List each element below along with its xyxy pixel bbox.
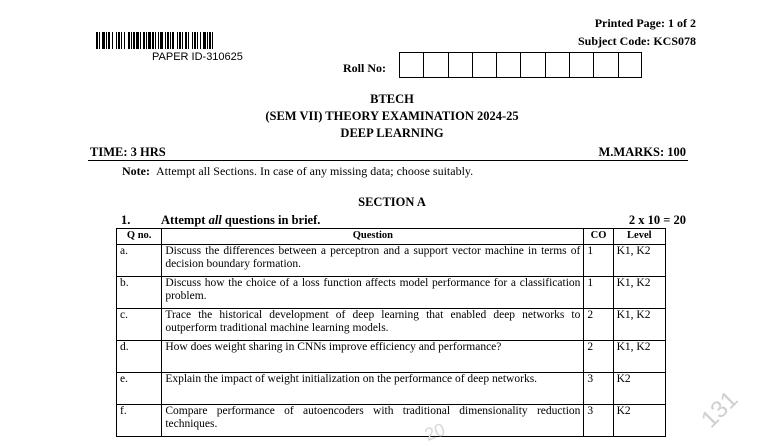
barcode-bar bbox=[170, 32, 171, 49]
question-instruction: Attempt all questions in brief. bbox=[161, 213, 321, 227]
barcode-bar bbox=[203, 32, 206, 49]
barcode-bar bbox=[121, 32, 122, 49]
questions-table bbox=[116, 228, 666, 437]
col-question-header: Question bbox=[162, 229, 584, 245]
question-text-cell: Discuss the differences between a perceptron and a support vector machine in terms of decision boundary formation. bbox=[162, 245, 584, 277]
question-number: 1. bbox=[121, 213, 131, 227]
question-number-cell: a. bbox=[117, 245, 162, 277]
level-cell: K2 bbox=[613, 405, 665, 437]
barcode-bar bbox=[158, 32, 159, 49]
barcode-bar bbox=[108, 32, 110, 49]
roll-no-box[interactable] bbox=[569, 52, 593, 78]
roll-no-box[interactable] bbox=[520, 52, 544, 78]
barcode-bar bbox=[167, 32, 169, 49]
subject-code: Subject Code: KCS078 bbox=[577, 34, 696, 48]
level-cell: K1, K2 bbox=[613, 245, 665, 277]
roll-no-box[interactable] bbox=[472, 52, 496, 78]
barcode-bar bbox=[106, 32, 107, 49]
question-text-cell: Explain the impact of weight initialization on the performance of deep networks. bbox=[162, 373, 584, 405]
co-cell: 1 bbox=[584, 277, 613, 309]
barcode-bar bbox=[200, 32, 201, 49]
barcode-bar bbox=[192, 32, 193, 49]
question-number-cell: f. bbox=[117, 405, 162, 437]
barcode-bar bbox=[116, 32, 117, 49]
barcode-bar bbox=[182, 32, 183, 49]
roll-no-box[interactable] bbox=[423, 52, 447, 78]
exam-title: (SEM VII) THEORY EXAMINATION 2024-25 bbox=[265, 109, 519, 123]
co-cell: 3 bbox=[584, 373, 613, 405]
subject-name: DEEP LEARNING bbox=[340, 126, 444, 140]
level-cell: K1, K2 bbox=[613, 277, 665, 309]
level-cell: K1, K2 bbox=[613, 341, 665, 373]
question-number-cell: b. bbox=[117, 277, 162, 309]
watermark: 131 bbox=[695, 385, 744, 434]
table-row bbox=[117, 277, 666, 309]
level-cell: K1, K2 bbox=[613, 309, 665, 341]
roll-no-box[interactable] bbox=[496, 52, 520, 78]
table-header-row bbox=[117, 229, 666, 245]
roll-no-box[interactable] bbox=[545, 52, 569, 78]
barcode-bar bbox=[133, 32, 135, 49]
question-number-cell: d. bbox=[117, 341, 162, 373]
watermark-fragment: 20 bbox=[422, 419, 448, 445]
barcode-bar bbox=[136, 32, 139, 49]
barcode-bar bbox=[152, 32, 154, 49]
question-marks: 2 x 10 = 20 bbox=[628, 213, 686, 227]
question-text-cell: Discuss how the choice of a loss function affects model performance for a classification problem. bbox=[162, 277, 584, 309]
barcode-bar bbox=[177, 32, 178, 49]
max-marks: M.MARKS: 100 bbox=[598, 145, 686, 159]
roll-no-box[interactable] bbox=[399, 52, 423, 78]
table-row bbox=[117, 373, 666, 405]
co-cell: 3 bbox=[584, 405, 613, 437]
barcode-bar bbox=[207, 32, 208, 49]
barcode-bar bbox=[143, 32, 145, 49]
table-row bbox=[117, 245, 666, 277]
course-name: BTECH bbox=[370, 92, 414, 106]
roll-no-boxes bbox=[399, 52, 642, 78]
col-level-header: Level bbox=[613, 229, 665, 245]
barcode-bar bbox=[209, 32, 211, 49]
barcode-bar bbox=[124, 32, 125, 49]
co-cell: 2 bbox=[584, 309, 613, 341]
barcode-bar bbox=[112, 32, 113, 49]
barcode-bar bbox=[155, 32, 156, 49]
table-row bbox=[117, 309, 666, 341]
barcode-bar bbox=[140, 32, 141, 49]
roll-no-label: Roll No: bbox=[343, 61, 386, 75]
barcode-bar bbox=[128, 32, 130, 49]
question-text-cell: Compare performance of autoencoders with traditional dimensionality reduction techniques. bbox=[162, 405, 584, 437]
barcode-bar bbox=[179, 32, 181, 49]
paper-id: PAPER ID-310625 bbox=[152, 51, 243, 63]
barcode-bar bbox=[102, 32, 105, 49]
co-cell: 1 bbox=[584, 245, 613, 277]
barcode-bar bbox=[212, 32, 213, 49]
printed-page: Printed Page: 1 of 2 bbox=[594, 16, 696, 30]
barcode-bar bbox=[197, 32, 198, 49]
roll-no-box[interactable] bbox=[448, 52, 472, 78]
table-row bbox=[117, 405, 666, 437]
note bbox=[122, 164, 473, 179]
barcode-bar bbox=[185, 32, 187, 49]
roll-no-box[interactable] bbox=[618, 52, 642, 78]
emphasis-all: all bbox=[208, 213, 222, 227]
roll-no-box[interactable] bbox=[593, 52, 617, 78]
section-title: SECTION A bbox=[358, 195, 426, 209]
barcode-bar bbox=[118, 32, 120, 49]
note-text: Attempt all Sections. In case of any missing data; choose suitably. bbox=[155, 164, 474, 178]
note-label: Note: bbox=[122, 164, 150, 178]
barcode-bar bbox=[148, 32, 151, 49]
question-number-cell: e. bbox=[117, 373, 162, 405]
level-cell: K2 bbox=[613, 373, 665, 405]
barcode-bar bbox=[165, 32, 166, 49]
col-qno-header: Q no. bbox=[117, 229, 162, 245]
barcode-bar bbox=[99, 32, 100, 49]
barcode-bar bbox=[131, 32, 132, 49]
col-co-header: CO bbox=[584, 229, 613, 245]
barcode-bar bbox=[188, 32, 189, 49]
barcode-bar bbox=[146, 32, 147, 49]
exam-time: TIME: 3 HRS bbox=[90, 145, 166, 159]
barcode-bar bbox=[172, 32, 174, 49]
question-number-cell: c. bbox=[117, 309, 162, 341]
header-rule bbox=[88, 160, 688, 161]
barcode-bar bbox=[160, 32, 163, 49]
question-text-cell: How does weight sharing in CNNs improve efficiency and performance? bbox=[162, 341, 584, 373]
question-text-cell: Trace the historical development of deep learning that enabled deep networks to outperform traditional machine learning models. bbox=[162, 309, 584, 341]
barcode-bar bbox=[194, 32, 196, 49]
table-row bbox=[117, 341, 666, 373]
barcode bbox=[96, 32, 308, 49]
barcode-bar bbox=[96, 32, 98, 49]
co-cell: 2 bbox=[584, 341, 613, 373]
